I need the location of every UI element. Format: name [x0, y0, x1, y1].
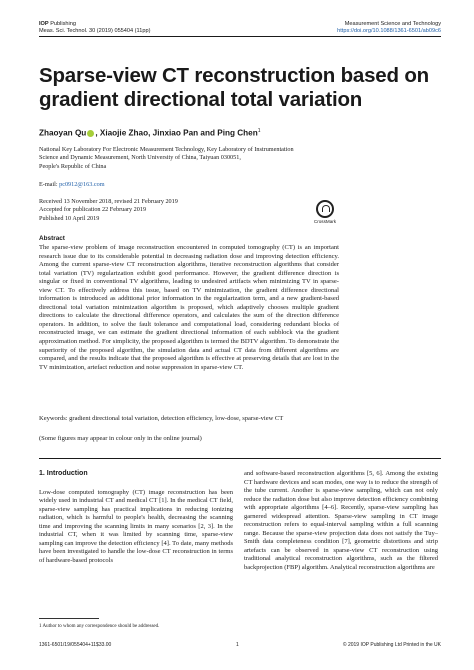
first-author: Zhaoyan Qu	[39, 128, 87, 138]
affiliation: National Key Laboratory For Electronic Measurement Technology, Key Laboratory of Instrumentation Science and Dynamic Measurement, North University of China, Taiyuan 030051, People's Republic of China	[39, 146, 294, 170]
corresponding-mark: 1	[257, 128, 261, 134]
intro-left-column	[39, 470, 233, 565]
intro-right-column	[244, 470, 438, 573]
running-header-right	[337, 21, 441, 35]
page-number: 1	[236, 642, 239, 648]
crossmark-icon	[316, 200, 334, 218]
footnote-rule	[39, 618, 99, 619]
footnote: 1 Author to whom any correspondence should be addressed.	[39, 624, 160, 629]
doi-link[interactable]: https://doi.org/10.1088/1361-6501/ab09c6	[337, 28, 441, 34]
abstract-heading: Abstract	[39, 235, 65, 242]
email-link[interactable]: pc0912@163.com	[59, 181, 105, 188]
author-list	[39, 126, 261, 139]
paper-title: Sparse-view CT reconstruction based on gradient directional total variation	[39, 64, 429, 111]
section-heading: 1. Introduction	[39, 470, 88, 477]
footer-code: 1361-6501/19/055404+11$33.00	[39, 642, 112, 648]
journal-name: Measurement Science and Technology	[344, 21, 441, 27]
email-line: E-mail: pc0912@163.com	[39, 181, 105, 188]
other-authors: , Xiaojie Zhao, Jinxiao Pan and Ping Chen	[95, 128, 258, 138]
keywords: Keywords: gradient directional total variation, detection efficiency, low-dose, sparse-view CT	[39, 415, 284, 422]
header-rule	[39, 36, 441, 37]
publisher-name: IOP Publishing	[39, 21, 77, 27]
section-rule	[39, 458, 441, 459]
abstract-body: The sparse-view problem of image reconstruction encountered in computed tomography (CT) is an important research issue due to its considerable potential in decreasing radiation dose and improving detection efficiency. Among the current sparse-view CT reconstruction algorithms, iterative reconstruction algorithms that consider total variation (TV) regularization exhibit good performance. However, the gradient difference direction is singular or fixed in conventional TV algorithms, leading to undesired artifacts when minimizing TV in sparse-view CT. To effectively address this issue, based on TV minimization, the gradient difference directional information is introduced as additional prior information in the regularization term, and a new gradient-based directional total variation minimization algorithm is proposed, which adaptively chooses multiple gradient directions to calculate the directional difference operators, and calculates the sum of the direction difference operators. In addition, to solve the fault tolerance and computational load, considering redundant blocks of reconstructed image, we can estimate the gradient directional information of each subblock via the gradient approximation method. For simplicity, the proposed algorithm is termed the BDTV algorithm. To demonstrate the superiority of the proposed algorithm, the simulation data and actual CT data from different algorithms are compared, and the results indicate that the proposed algorithm is effective at preserving details that are lost in the TV minimization, artefact reduction and noise suppression in sparse-view CT.	[39, 244, 339, 371]
orcid-icon[interactable]	[87, 130, 94, 137]
crossmark-badge[interactable]: CrossMark	[312, 200, 338, 224]
colour-note: (Some figures may appear in colour only in the online journal)	[39, 435, 202, 442]
intro-paragraph-right: and software-based reconstruction algorithms [5, 6]. Among the existing CT hardware devices and scan modes, one way is to reduce the strength of the tube current. Another is sparse-view sampling, which can not only reduce the radiation dose but also improve detection efficiency combining with appropriate algorithms [4–6]. Recently, sparse-view sampling has garnered widespread attention. Sparse-view sampling in CT image reconstruction refers to equal-interval sampling within a full scanning range. Because the sparse-view projection data does not satisfy the Tuy–Smith data completeness condition [7], geometric distortions and strip artefacts can be observed in sparse-view CT reconstruction using traditional analytical reconstruction algorithms, such as the filtered backprojection (FBP) algorithm. Analytical reconstruction algorithms are	[244, 470, 438, 572]
intro-paragraph-left: Low-dose computed tomography (CT) image reconstruction has been widely used in industrial CT and medical CT [1]. In the medical CT field, sparse-view sampling has practical implications in reducing ionizing radiation, which is harmful to people's health, decreasing the scanning time and improving the scanning limits in many scenarios [2, 3]. In the industrial CT, when it was limited by scanning time, sparse-view sampling can improve the detection efficiency [4]. To date, many methods have been investigated to handle the low-dose CT reconstruction in terms of hardware-based protocols	[39, 488, 233, 564]
citation: Meas. Sci. Technol. 30 (2019) 055404 (11pp)	[39, 28, 151, 34]
publication-dates: Received 13 November 2018, revised 21 February 2019 Accepted for publication 22 February 2019 Published 10 April 2019	[39, 198, 178, 222]
footer-copyright: © 2019 IOP Publishing Ltd Printed in the UK	[342, 642, 441, 648]
running-header-left	[39, 21, 150, 35]
